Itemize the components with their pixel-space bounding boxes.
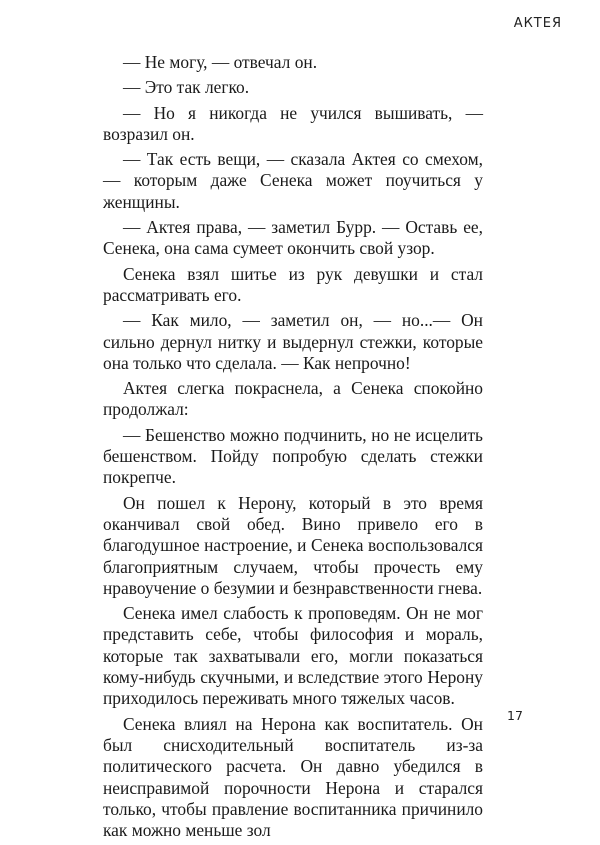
paragraph: — Актея права, — заметил Бурр. — Оставь ее, Сенека, она сама сумеет окончить свой узор. — [103, 217, 483, 259]
paragraph: — Но я никогда не учился вышивать, — возразил он. — [103, 102, 483, 144]
running-head: АКТЕЯ — [513, 16, 562, 31]
paragraph: Сенека имел слабость к проповедям. Он не мог представить себе, чтобы философия и мораль, которые так захватывали его, могли показаться кому-нибудь скучными, и вследствие этого Нерону приходилось переживать много тяжелых часов. — [103, 603, 483, 709]
paragraph: Сенека взял шитье из рук девушки и стал рассматривать его. — [103, 263, 483, 305]
paragraph: — Так есть вещи, — сказала Актея со смехом, — которым даже Сенека может поучиться у женщины. — [103, 149, 483, 212]
paragraph: — Это так легко. — [123, 77, 250, 98]
paragraph: — Не могу, — отвечал он. — [123, 52, 318, 72]
body-text — [103, 52, 483, 845]
paragraph: — Как мило, — заметил он, — но...— Он сильно дернул нитку и выдернул стежки, которые она только что сделала. — Как непрочно! — [103, 310, 483, 373]
paragraph: Актея слегка покраснела, а Сенека спокойно продолжал: — [103, 378, 483, 420]
paragraph: — Бешенство можно подчинить, но не исцелить бешенством. Пойду попробую сделать стежки покрепче. — [103, 424, 483, 488]
paragraph: Сенека влиял на Нерона как воспитатель. Он был снисходительный воспитатель из-за политического расчета. Он давно убедился в неисправимой порочности Нерона и старался только, чтобы правление воспитанника причинило как можно меньше зол — [103, 713, 483, 841]
paragraph: Он пошел к Нерону, который в это время оканчивал свой обед. Вино привело его в благодушное настроение, и Сенека воспользовался благоприятным случаем, чтобы прочесть ему нравоучение о безумии и безнравственности гнева. — [103, 492, 483, 598]
page-number: 17 — [507, 708, 523, 723]
